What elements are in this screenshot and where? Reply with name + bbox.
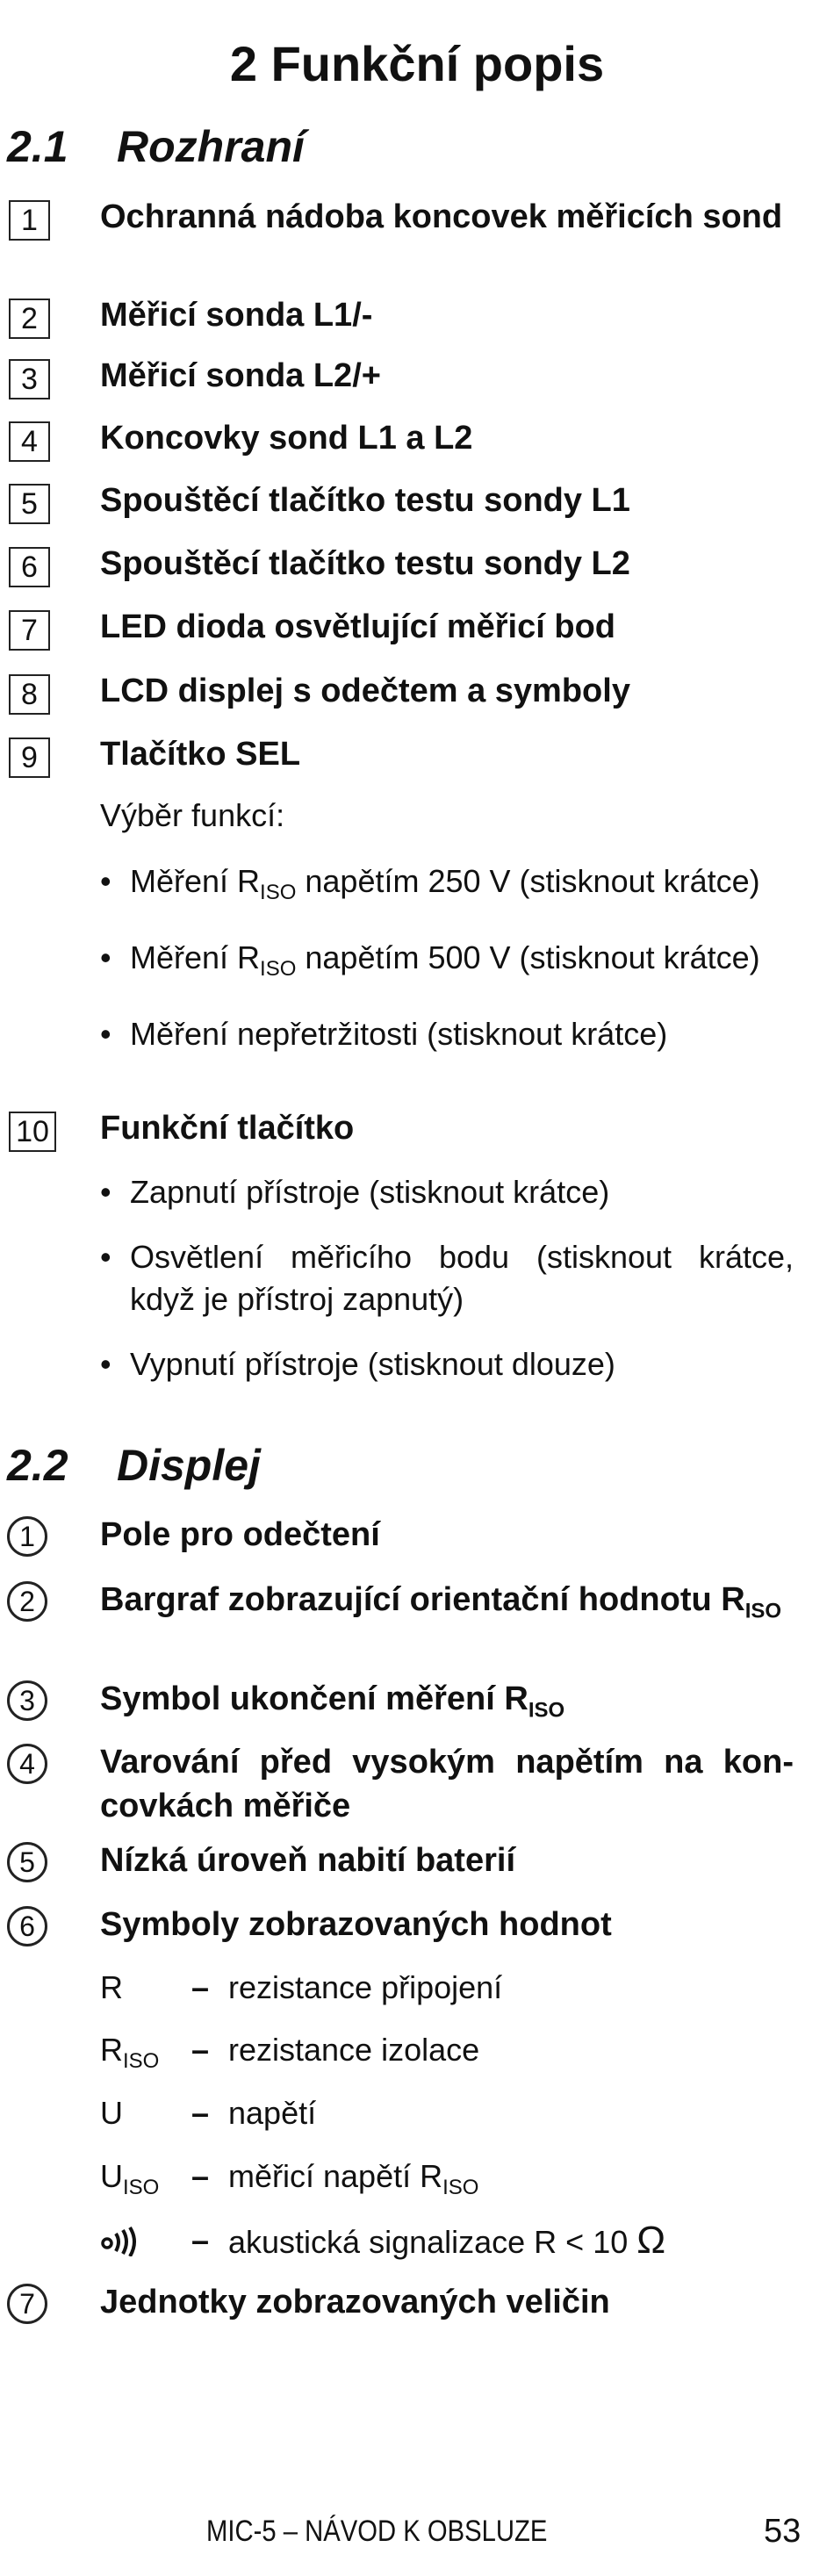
item-number-circle: 2 [7, 1581, 47, 1622]
item-label: Koncovky sond L1 a L2 [100, 420, 473, 457]
item-label: Měřicí sonda L1/- [100, 297, 373, 334]
item-number-circle: 6 [7, 1906, 47, 1946]
item-number-box: 7 [9, 610, 50, 651]
item-number-box: 4 [9, 421, 50, 462]
sel-bullet-250v: • Měření $R_{ISO}$ napětím 250 V (stisknout krátce) [100, 860, 794, 914]
func-bullet-power-off: • Vypnutí přístroje (stisknout dlouze) [100, 1343, 794, 1385]
symbol-description: akustická signalizace R < 10 Ω [228, 2219, 666, 2262]
dash: – [191, 1969, 210, 2005]
page-title: 2 Funkční popis [229, 36, 605, 91]
item-number-box: 3 [9, 359, 50, 399]
dash: – [191, 2032, 210, 2068]
dash: – [191, 2095, 210, 2131]
symbol: U [100, 2095, 123, 2131]
symbol: R [100, 1969, 123, 2005]
item-number-circle: 7 [7, 2284, 47, 2324]
symbol: $R_{ISO}$ [100, 2032, 160, 2074]
item-label: Ochranná nádoba koncovek měřicích sond [100, 198, 783, 235]
item-label: Pole pro odečtení [100, 1516, 380, 1553]
item-label: Bargraf zobrazující orientační hodnotu $R_{ISO}$ [100, 1581, 782, 1623]
section-number: 2.1 [7, 122, 68, 171]
item-number-box: 6 [9, 547, 50, 587]
footer-manual-title: MIC-5 – NÁVOD K OBSLUZE [206, 2515, 548, 2548]
sel-function-list [100, 860, 794, 1078]
section-heading-display [7, 1440, 261, 1491]
sel-bullet-continuity: • Měření nepřetržitosti (stisknout krátce) [100, 1013, 794, 1055]
item-label: Nízká úroveň nabití baterií [100, 1842, 515, 1879]
section-heading-interface [7, 121, 305, 172]
item-number-box: 1 [9, 200, 50, 241]
page-number: 53 [764, 2513, 802, 2550]
func-bullet-illumination: • Osvětlení měřicího bodu (stisknout krátce, když je přístroj zapnutý) [100, 1236, 794, 1320]
item-label: Jednotky zobrazovaných veličin [100, 2284, 610, 2321]
item-number-circle: 4 [7, 1744, 47, 1784]
item-label: Spouštěcí tlačítko testu sondy L1 [100, 482, 630, 519]
section-title: Displej [117, 1441, 261, 1490]
symbol: $U_{ISO}$ [100, 2158, 160, 2200]
item-number-box: 9 [9, 738, 50, 778]
function-button-list [100, 1171, 794, 1408]
symbol-description: napětí [228, 2095, 317, 2131]
item-label: Spouštěcí tlačítko testu sondy L2 [100, 545, 630, 582]
item-number-circle: 5 [7, 1842, 47, 1882]
item-number-circle: 1 [7, 1516, 47, 1557]
func-bullet-power-on: • Zapnutí přístroje (stisknout krátce) [100, 1171, 794, 1213]
item-label: Tlačítko SEL [100, 736, 301, 773]
symbol-row-riso [100, 2027, 802, 2073]
item-label: Měřicí sonda L2/+ [100, 357, 381, 394]
item-label: LED dioda osvětlující měřicí bod [100, 608, 615, 645]
item-number-box: 10 [9, 1112, 56, 1152]
symbol-description: měřicí napětí $R_{ISO}$ [228, 2158, 479, 2200]
dash: – [191, 2158, 210, 2194]
symbol-row-u [100, 2090, 802, 2136]
item-label: Varování před vysokým napětím na kon-covkách měřiče [100, 1744, 794, 1824]
item-label: Symboly zobrazovaných hodnot [100, 1906, 612, 1943]
item-label: Funkční tlačítko [100, 1110, 355, 1147]
item-number-box: 5 [9, 484, 50, 524]
item-label: LCD displej s odečtem a symboly [100, 673, 630, 709]
sel-bullet-500v: • Měření $R_{ISO}$ napětím 500 V (stisknout krátce) [100, 937, 794, 990]
buzzer-speaker-icon [100, 2227, 144, 2256]
function-selection-intro: Výběr funkcí: [100, 797, 285, 833]
symbol-description: rezistance izolace [228, 2032, 480, 2068]
item-number-box: 8 [9, 674, 50, 715]
item-label: Symbol ukončení měření $R_{ISO}$ [100, 1680, 565, 1723]
section-number: 2.2 [7, 1441, 68, 1490]
symbol-row-uiso [100, 2154, 802, 2199]
symbol-row-buzzer [100, 2218, 802, 2263]
section-title: Rozhraní [117, 122, 305, 171]
symbol-row-r [100, 1965, 802, 2011]
item-number-circle: 3 [7, 1680, 47, 1721]
dash: – [191, 2222, 210, 2258]
symbol-description: rezistance připojení [228, 1969, 503, 2005]
item-number-box: 2 [9, 299, 50, 339]
